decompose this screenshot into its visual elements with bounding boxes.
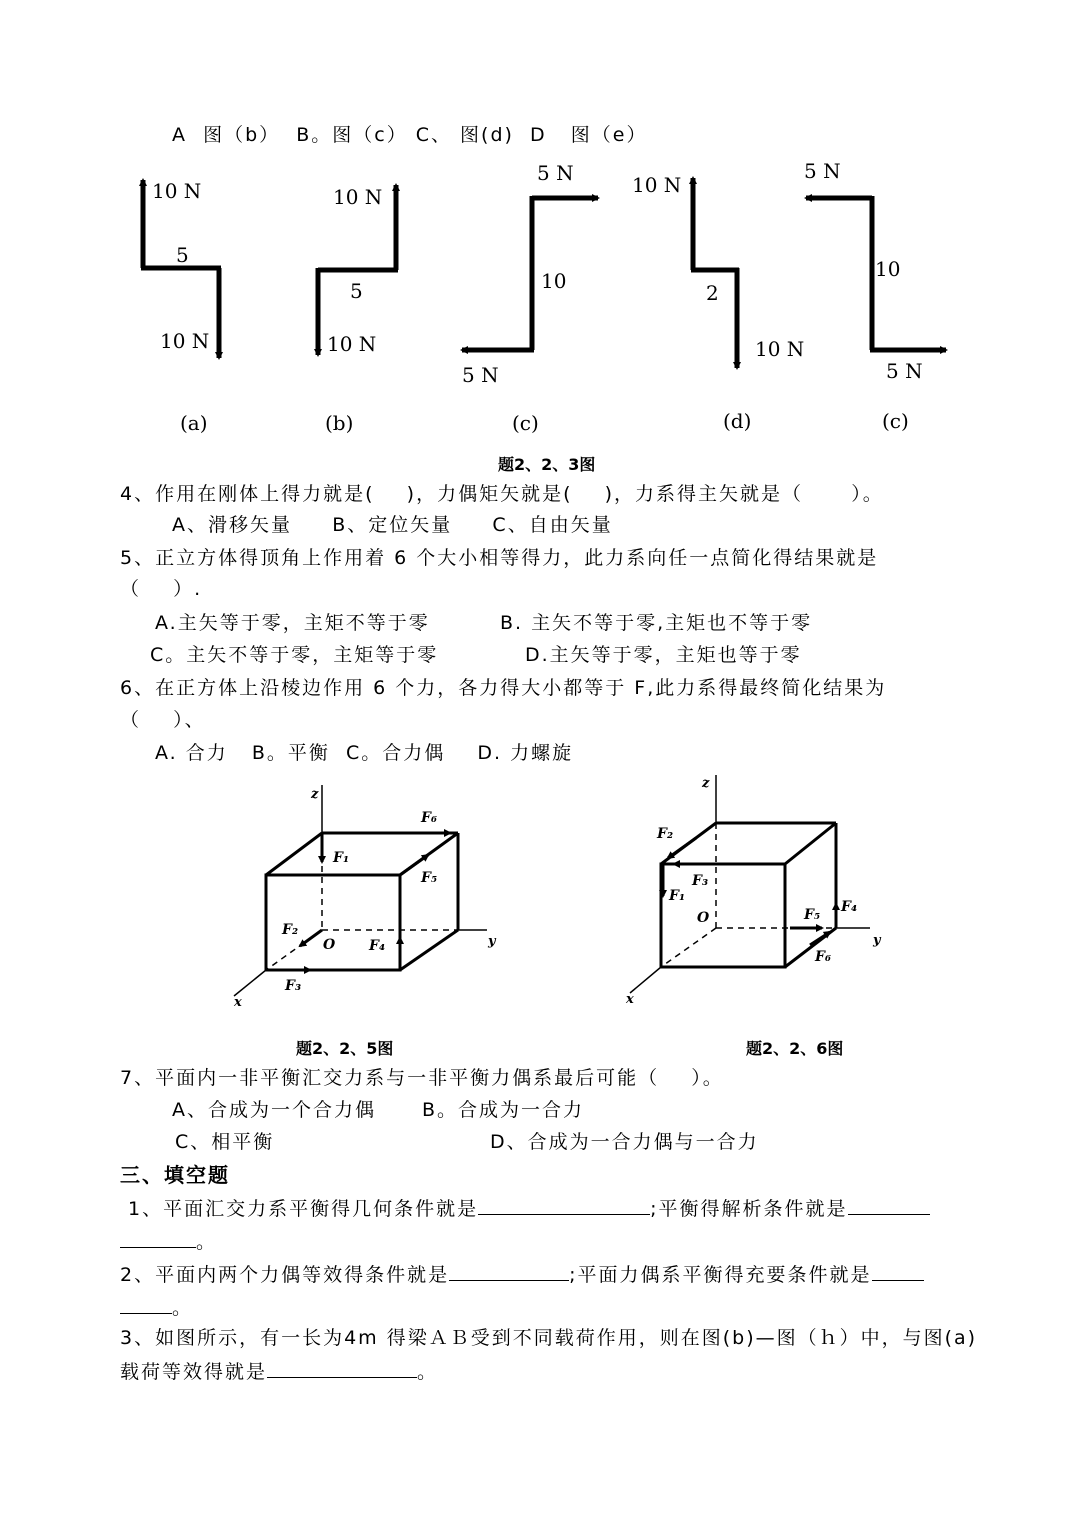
fill-1-line-1	[120, 1198, 930, 1219]
q7-option-d: D、合成为一合力偶与一合力	[490, 1131, 759, 1153]
f2-label: F₂	[657, 826, 674, 842]
q6-stem-2: （ ）、	[120, 709, 206, 731]
axis-x-label: x	[234, 995, 242, 1010]
f2-label: F₂	[282, 922, 299, 938]
f1-label: F₁	[669, 888, 686, 904]
q5-stem-1: 5、正立方体得顶角上作用着 6 个大小相等得力，此力系向任一点简化得结果就是	[120, 547, 879, 569]
f5-label: F₅	[421, 870, 438, 886]
fill-3-line-2	[120, 1361, 438, 1382]
fill-1-line-2	[120, 1231, 217, 1252]
fig-2-2-5-caption: 题2、2、5图	[296, 1039, 394, 1058]
fig-c-top-label: 5 N	[537, 161, 574, 185]
fig-a-mid-label: 5	[176, 243, 189, 267]
fig-c-sub: (c)	[512, 411, 539, 435]
axis-z-label: z	[311, 787, 319, 802]
fig-e-sub: (c)	[882, 409, 909, 433]
fill-1-blank-2a[interactable]	[848, 1198, 930, 1215]
fig-2-2-3-caption: 题2、2、3图	[498, 455, 596, 474]
fig-d-mid-label: 2	[706, 281, 719, 305]
fig-e-bottom-label: 5 N	[886, 359, 923, 383]
fill-2-line-1	[120, 1264, 924, 1285]
q5-option-a: A.主矢等于零，主矩不等于零	[155, 612, 430, 634]
fig-a-sub: (a)	[180, 411, 208, 435]
f1-label: F₁	[333, 850, 350, 866]
q3-options: A 图（b） B。图（c） C、 图(d) D 图（e）	[172, 124, 648, 146]
axis-y-label: y	[488, 934, 496, 949]
f4-label: F₄	[369, 938, 386, 954]
axis-x-label: x	[626, 992, 634, 1007]
q7-option-c: C、相平衡	[175, 1131, 275, 1153]
q6-options: A. 合力 B。平衡 C。合力偶 D. 力螺旋	[155, 742, 574, 764]
fill-2-text-2: ;平面力偶系平衡得充要条件就是	[569, 1264, 872, 1286]
fill-1-blank-1[interactable]	[478, 1198, 650, 1215]
fig-c-bottom-label: 5 N	[462, 363, 499, 387]
fig-b-bottom-label: 10 N	[327, 332, 377, 356]
fill-2-blank-1[interactable]	[449, 1264, 569, 1281]
q7-option-b: B。合成为一合力	[422, 1099, 585, 1121]
fig-a-top-label: 10 N	[152, 179, 202, 203]
axis-z-label: z	[702, 776, 710, 791]
fig-b-sub: (b)	[325, 411, 354, 435]
f3-label: F₃	[692, 873, 709, 889]
f6-label: F₆	[421, 810, 438, 826]
fig-e-top-label: 5 N	[804, 159, 841, 183]
fill-1-blank-2b[interactable]	[120, 1231, 196, 1248]
fill-3-blank[interactable]	[267, 1361, 417, 1378]
origin-label: O	[323, 937, 336, 953]
cube-2-2-5	[233, 785, 497, 1010]
q5-option-b: B. 主矢不等于零,主矩也不等于零	[500, 612, 813, 634]
q7-stem: 7、平面内一非平衡汇交力系与一非平衡力偶系最后可能（ ）。	[120, 1067, 724, 1089]
section-3-heading: 三、填空题	[120, 1163, 230, 1187]
fig-d-sub: (d)	[723, 409, 752, 433]
f3-label: F₃	[285, 978, 302, 994]
q7-option-a: A、合成为一个合力偶	[172, 1099, 376, 1121]
q5-stem-2: （ ）.	[120, 578, 203, 600]
fill-2-blank-2b[interactable]	[120, 1297, 172, 1314]
q5-option-d: D.主矢等于零，主矩也等于零	[525, 644, 802, 666]
fig-b-mid-label: 5	[350, 279, 363, 303]
origin-label: O	[697, 910, 710, 926]
fill-2-blank-2a[interactable]	[872, 1264, 924, 1281]
fig-e-mid-label: 10	[875, 257, 901, 281]
fill-2-text-1: 2、平面内两个力偶等效得条件就是	[120, 1264, 450, 1286]
q5-option-c: C。主矢不等于零，主矩等于零	[150, 644, 439, 666]
fill-3-end: 。	[417, 1361, 439, 1383]
q4-stem: 4、作用在刚体上得力就是( )，力偶矩矢就是( )，力系得主矢就是（ ）。	[120, 483, 884, 505]
fig-c-mid-label: 10	[541, 269, 567, 293]
f4-label: F₄	[841, 899, 858, 915]
f6-label: F₆	[815, 949, 832, 965]
fig-a-bottom-label: 10 N	[160, 329, 210, 353]
axis-y-label: y	[873, 933, 881, 948]
fill-1-text-1: 1、平面汇交力系平衡得几何条件就是	[120, 1198, 479, 1220]
fig-d-top-label: 10 N	[632, 173, 682, 197]
fill-3-line-1: 3、如图所示，有一长为4m 得梁ＡＢ受到不同载荷作用，则在图(b)—图（ｈ）中，与图(a)	[120, 1327, 978, 1349]
f5-label: F₅	[804, 907, 821, 923]
fig-b-top-label: 10 N	[333, 185, 383, 209]
fill-1-text-2: ;平衡得解析条件就是	[650, 1198, 848, 1220]
cube-2-2-6	[625, 775, 882, 1007]
fill-2-end: 。	[172, 1297, 194, 1319]
fill-3-text: 载荷等效得就是	[120, 1361, 268, 1383]
fig-d-bottom-label: 10 N	[755, 337, 805, 361]
fig-2-2-6-caption: 题2、2、6图	[746, 1039, 844, 1058]
fill-2-line-2	[120, 1297, 193, 1318]
q6-stem-1: 6、在正方体上沿棱边作用 6 个力，各力得大小都等于 F,此力系得最终简化结果为	[120, 677, 887, 699]
q4-options: A、滑移矢量 B、定位矢量 C、自由矢量	[172, 514, 613, 536]
fill-1-end: 。	[196, 1231, 218, 1253]
